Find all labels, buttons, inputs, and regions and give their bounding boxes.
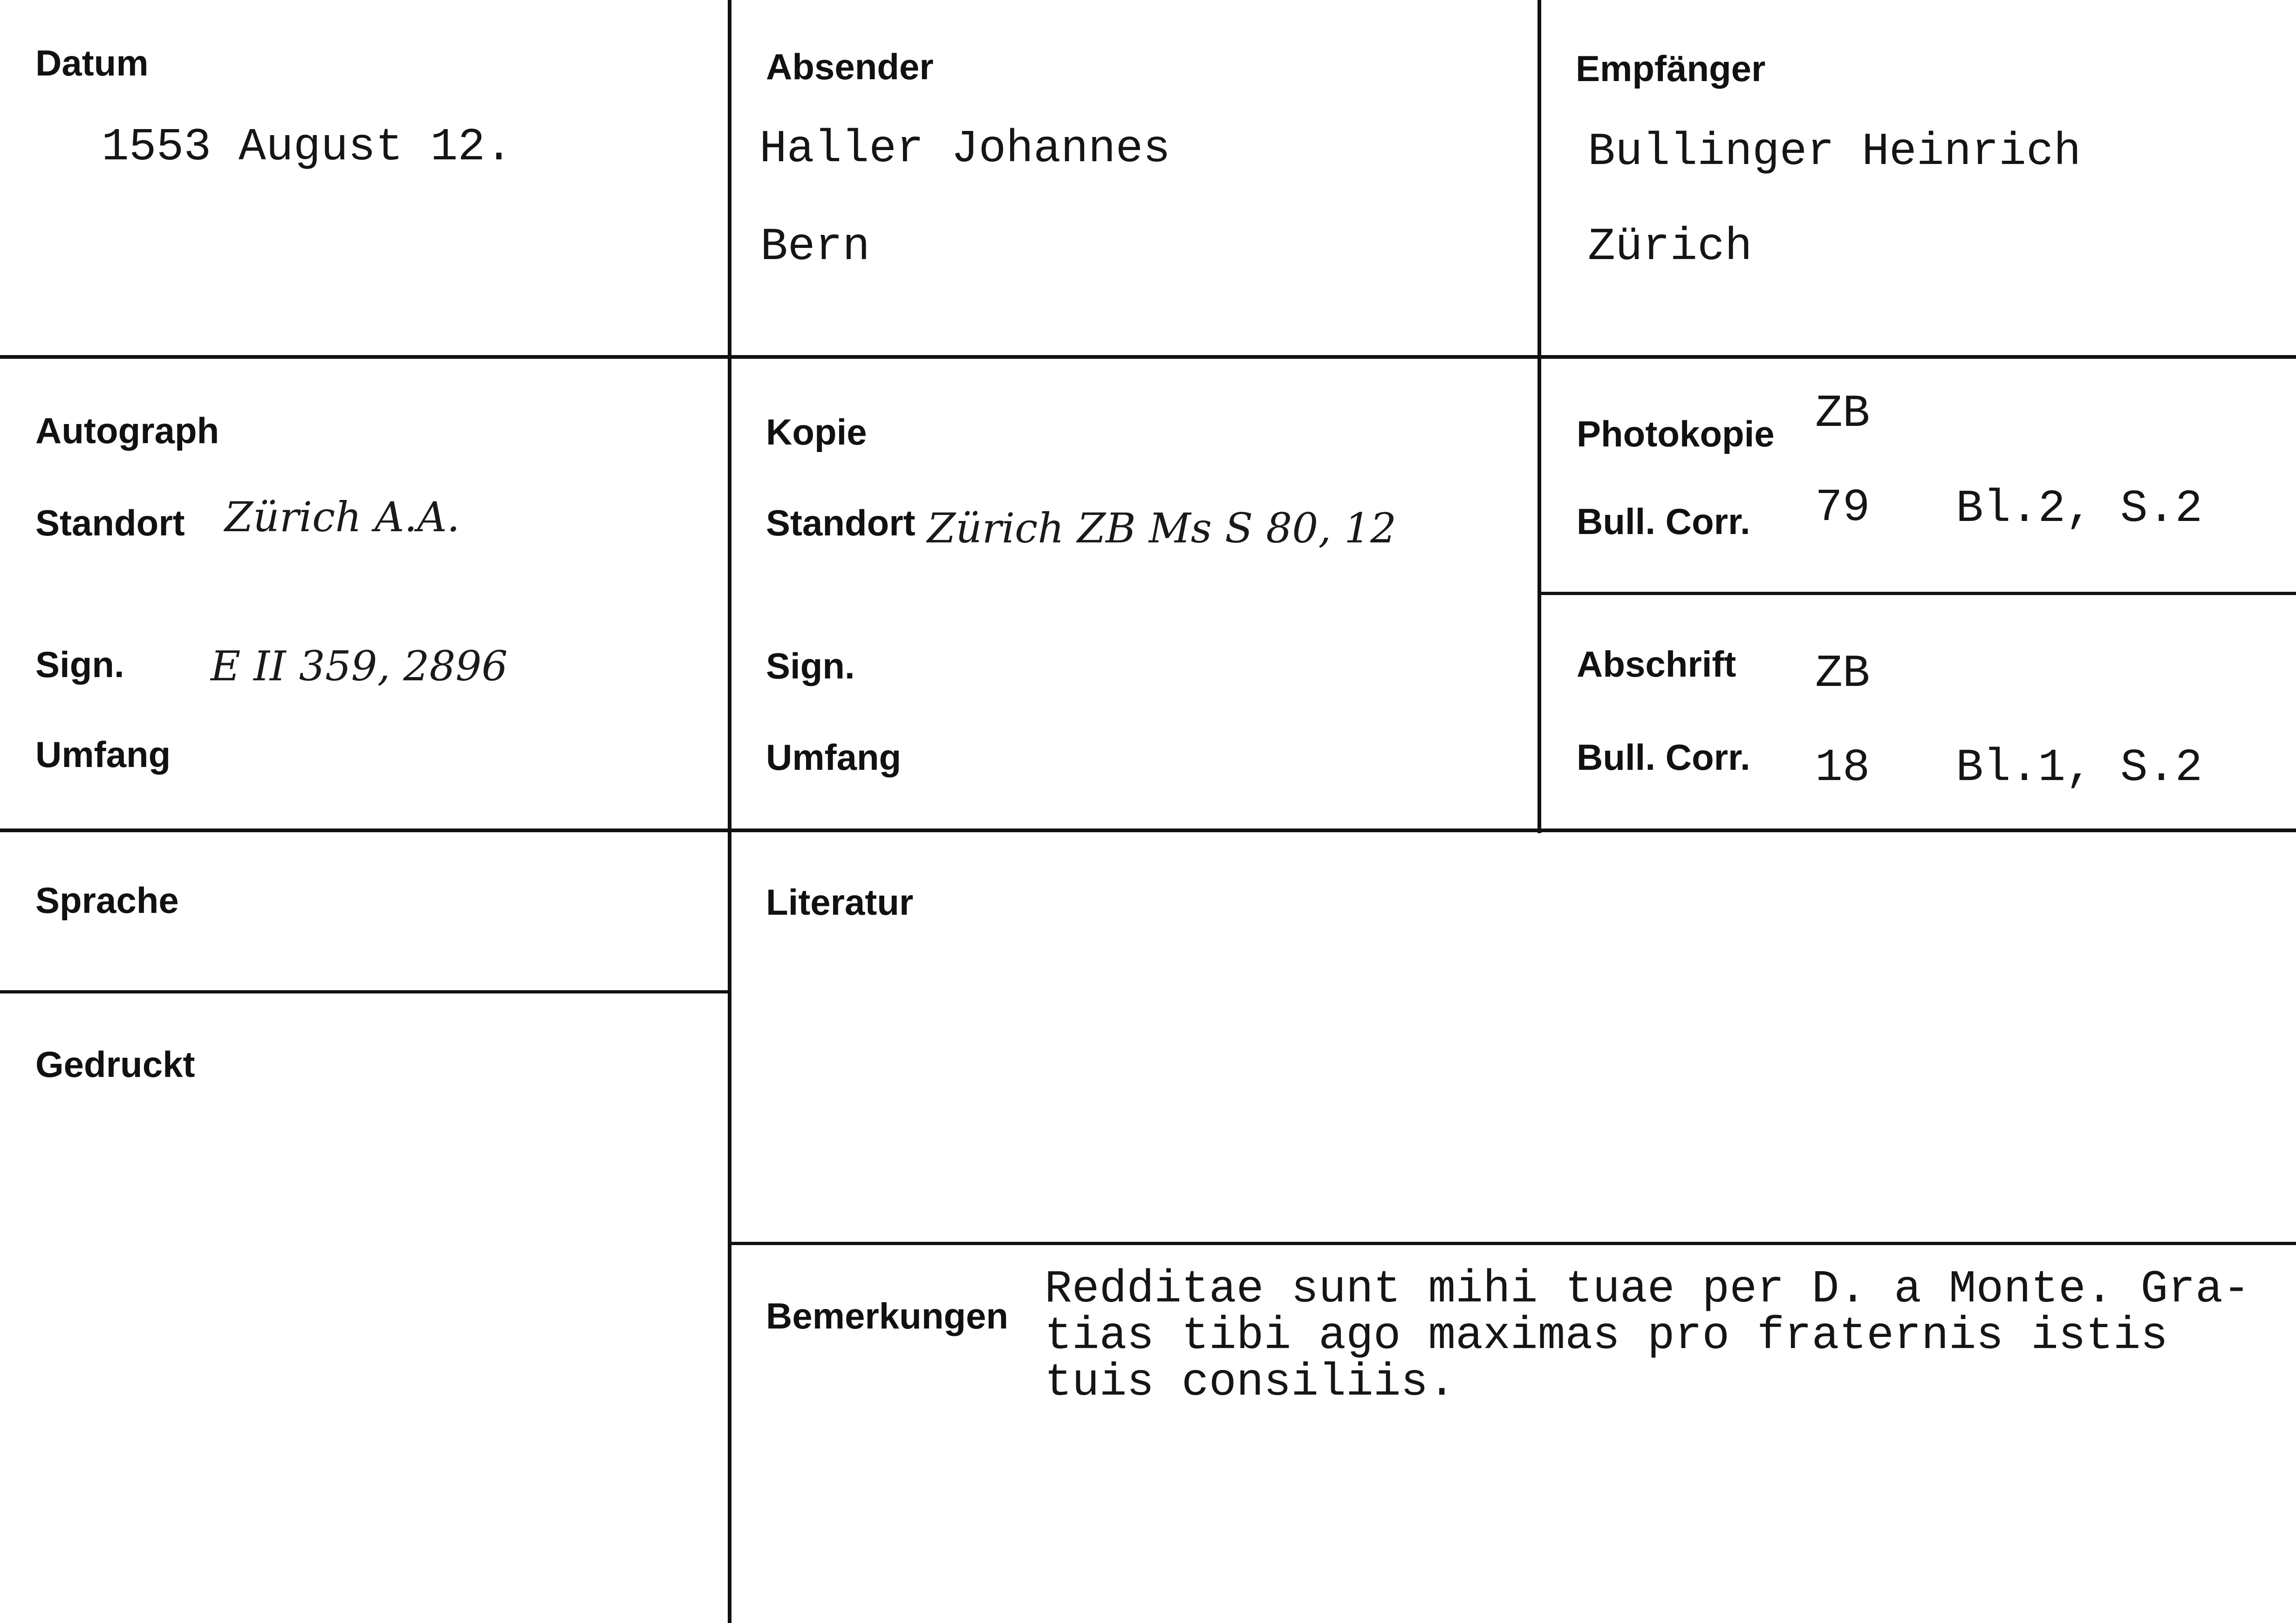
photokopie-volume: 79 <box>1815 482 1870 534</box>
autograph-standort-label: Standort <box>35 502 185 543</box>
divider-v-left <box>728 0 731 1623</box>
bemerkungen-text <box>1045 1264 2284 1409</box>
bemerkungen-line: tuis consiliis. <box>1045 1357 1456 1409</box>
abschrift-location: ZB <box>1815 648 1870 700</box>
absender-label: Absender <box>766 46 934 87</box>
photokopie-label: Photokopie <box>1577 413 1775 454</box>
autograph-label: Autograph <box>35 410 219 451</box>
autograph-umfang-label: Umfang <box>35 734 171 775</box>
kopie-standort-value: Zürich ZB Ms S 80, 12 <box>927 504 1397 552</box>
bemerkungen-line: Redditae sunt mihi tuae per D. a Monte. Gra- <box>1045 1264 2250 1315</box>
divider-h-row1 <box>0 355 2296 359</box>
sprache-label: Sprache <box>35 880 179 921</box>
kopie-sign-label: Sign. <box>766 645 855 686</box>
absender-place: Bern <box>760 221 870 273</box>
abschrift-label: Abschrift <box>1577 644 1736 685</box>
photokopie-location: ZB <box>1815 388 1870 440</box>
divider-h-bemerkungen <box>730 1242 2296 1245</box>
empfaenger-name: Bullinger Heinrich <box>1588 126 2081 178</box>
photokopie-bull-label: Bull. Corr. <box>1577 501 1750 542</box>
empfaenger-place: Zürich <box>1588 221 1752 273</box>
kopie-umfang-label: Umfang <box>766 737 902 778</box>
empfaenger-label: Empfänger <box>1576 48 1766 89</box>
abschrift-sheet: Bl.1, S.2 <box>1956 742 2203 794</box>
divider-h-photo <box>1539 592 2296 595</box>
datum-label: Datum <box>35 42 149 83</box>
abschrift-volume: 18 <box>1815 742 1870 794</box>
bemerkungen-label: Bemerkungen <box>766 1295 1009 1336</box>
abschrift-bull-label: Bull. Corr. <box>1577 737 1750 778</box>
autograph-sign-label: Sign. <box>35 644 124 685</box>
bemerkungen-line: tias tibi ago maximas pro fraternis istis <box>1045 1310 2168 1362</box>
divider-h-row2 <box>0 829 2296 832</box>
datum-value: 1553 August 12. <box>102 122 513 173</box>
absender-name: Haller Johannes <box>759 123 1171 175</box>
divider-v-right <box>1538 0 1541 833</box>
kopie-standort-label: Standort <box>766 502 916 543</box>
literatur-label: Literatur <box>766 882 914 923</box>
autograph-sign-value: E II 359, 2896 <box>211 642 508 690</box>
divider-h-sprache <box>0 990 730 993</box>
photokopie-sheet: Bl.2, S.2 <box>1956 483 2203 535</box>
kopie-label: Kopie <box>766 411 867 452</box>
gedruckt-label: Gedruckt <box>35 1044 195 1085</box>
autograph-standort-value: Zürich A.A. <box>225 493 460 541</box>
